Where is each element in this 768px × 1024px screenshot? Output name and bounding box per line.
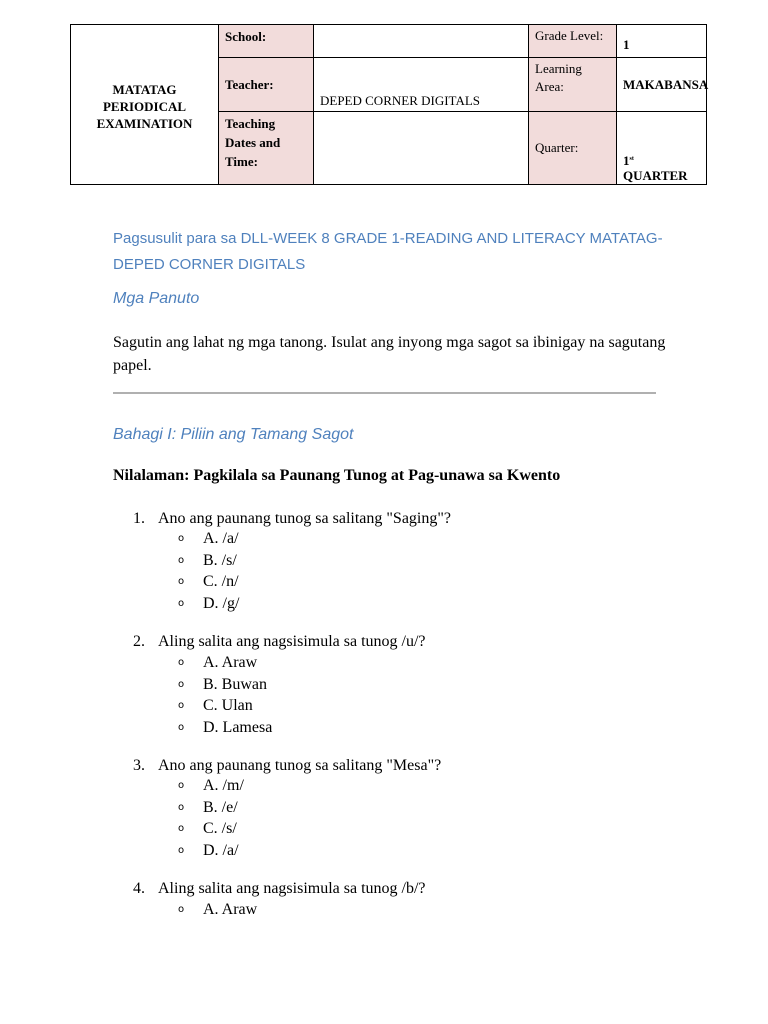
bullet-icon: o	[178, 780, 185, 791]
school-label: School:	[219, 25, 314, 58]
option-text: A. /a/	[203, 530, 239, 547]
teacher-label: Teacher:	[219, 58, 314, 112]
exam-title-line1: MATATAG	[112, 82, 177, 97]
question-3	[133, 755, 441, 776]
instructions-text: Sagutin ang lahat ng mga tanong. Isulat ang inyong mga sagot sa ibinigay na sagutang papel.	[113, 334, 666, 374]
option-item	[178, 695, 272, 717]
bullet-icon: o	[178, 554, 185, 566]
bullet-icon: o	[178, 904, 185, 915]
option-item	[178, 674, 272, 696]
question-1	[133, 508, 451, 529]
exam-title-cell	[71, 25, 219, 185]
question-4	[133, 878, 426, 899]
quarter-number: 1	[623, 153, 630, 168]
bullet-icon: o	[178, 576, 185, 587]
option-item	[178, 717, 272, 739]
option-item	[178, 571, 239, 593]
grade-level-label: Grade Level:	[529, 25, 617, 58]
option-text: A. Araw	[203, 901, 258, 918]
bullet-icon: o	[178, 823, 185, 834]
instructions-heading: Mga Panuto	[113, 290, 200, 307]
option-text: C. /s/	[203, 820, 237, 837]
question-2-options	[178, 652, 272, 738]
part-heading: Bahagi I: Piliin ang Tamang Sagot	[113, 426, 354, 443]
school-value	[314, 25, 529, 58]
option-text: C. Ulan	[203, 697, 253, 714]
bullet-icon: o	[178, 657, 185, 668]
option-text: C. /n/	[203, 573, 239, 590]
exam-title-line2: PERIODICAL	[102, 99, 187, 114]
horizontal-divider	[113, 392, 656, 394]
option-text: D. Lamesa	[203, 718, 273, 736]
question-number: 2.	[133, 633, 145, 650]
question-number: 3.	[133, 757, 145, 774]
quarter-value	[617, 112, 707, 185]
option-item	[178, 775, 244, 797]
question-text: Ano ang paunang tunog sa salitang "Saging"?	[158, 510, 452, 527]
option-text: B. /e/	[203, 798, 238, 816]
grade-level-text: 1	[623, 37, 630, 52]
header-table	[70, 24, 707, 185]
question-1-options	[178, 528, 239, 614]
option-text: D. /g/	[203, 594, 240, 612]
bullet-icon: o	[178, 678, 185, 690]
option-text: A. Araw	[203, 654, 258, 671]
teacher-value: DEPED CORNER DIGITALS	[314, 58, 529, 112]
option-item	[178, 899, 257, 921]
option-item	[178, 528, 239, 550]
bullet-icon: o	[178, 597, 185, 609]
question-number: 1.	[133, 510, 145, 527]
option-item	[178, 550, 239, 572]
quarter-word: QUARTER	[623, 168, 688, 183]
learning-area-value: MAKABANSA	[617, 58, 707, 112]
learning-area-label: Learning Area:	[529, 58, 617, 112]
bullet-icon: o	[178, 721, 185, 733]
question-text: Ano ang paunang tunog sa salitang "Mesa"?	[158, 757, 442, 774]
question-text: Aling salita ang nagsisimula sa tunog /b/?	[158, 880, 426, 897]
quarter-ordinal: st	[629, 156, 634, 162]
quarter-label: Quarter:	[529, 112, 617, 185]
question-4-options	[178, 899, 257, 921]
teaching-dates-label: Teaching Dates and Time:	[219, 112, 314, 185]
question-text: Aling salita ang nagsisimula sa tunog /u/?	[158, 633, 426, 650]
bullet-icon: o	[178, 700, 185, 711]
option-item	[178, 840, 244, 862]
option-text: D. /a/	[203, 841, 239, 859]
teaching-dates-value	[314, 112, 529, 185]
exam-title-line3: EXAMINATION	[96, 116, 193, 131]
question-2	[133, 631, 426, 652]
option-text: B. Buwan	[203, 675, 267, 693]
option-item	[178, 652, 272, 674]
question-number: 4.	[133, 880, 145, 897]
option-text: A. /m/	[203, 777, 244, 794]
bullet-icon: o	[178, 844, 185, 856]
grade-level-value	[617, 25, 707, 58]
bullet-icon: o	[178, 533, 185, 544]
option-item	[178, 797, 244, 819]
bullet-icon: o	[178, 801, 185, 813]
document-title: Pagsusulit para sa DLL-WEEK 8 GRADE 1-READING AND LITERACY MATATAG-DEPED CORNER DIGITALS	[113, 230, 663, 273]
content-heading: Nilalaman: Pagkilala sa Paunang Tunog at Pag-unawa sa Kwento	[113, 467, 561, 484]
option-text: B. /s/	[203, 551, 237, 569]
option-item	[178, 818, 244, 840]
option-item	[178, 593, 239, 615]
question-3-options	[178, 775, 244, 861]
